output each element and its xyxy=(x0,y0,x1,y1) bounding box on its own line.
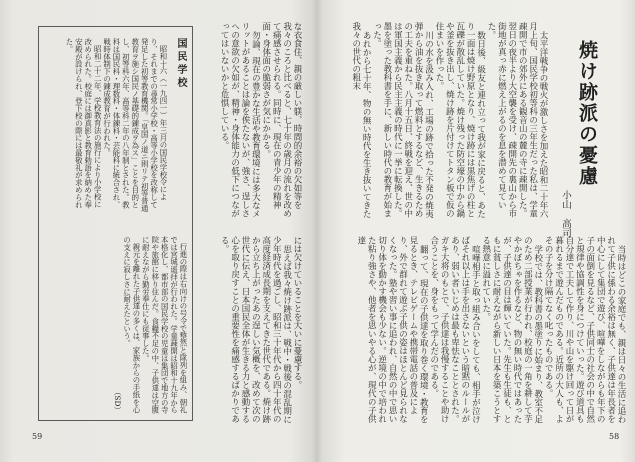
article-author: 小山 高司 xyxy=(560,190,571,238)
body-paragraph: 喧嘩相手と取っ組み合いをしても、相手が泣けばそれ以上は手を出さないという暗黙のルールがあり、弱い者いじめは最も卑怯なこととされた。ガキ大将のもとで、子供達は我慢することや助け合うことを、身をもって学んだのである。 xyxy=(428,236,481,423)
page-number-right: 58 xyxy=(609,432,620,441)
page-number-left: 59 xyxy=(32,432,43,441)
body-paragraph: 勿論、現在の豊かな生活や教育環境には多大なメリットがあることは論を俟たないが、強さ、逞しさへの意欲の欠如が、精神・身体能力の低下につながってはいないかと危惧している。 xyxy=(219,22,261,218)
left-page-lower-text xyxy=(197,236,302,426)
note-paragraph: 行進の際は右向けの号令で整然と隊列を組み、朝礼では宮城遥拝が行われた。学童疎開は昭和十九年から本格化し、都市部の国民学校の児童は集団で地方の寺院や旅館に移り住んだ。食糧不足の中、子供達は空腹に耐えながら勤労奉仕にも従事した。 xyxy=(141,236,188,414)
note-paragraph: 親元を離れた子供達の多くは、家族からの手紙を心の支えに寂しさに耐えたという。 xyxy=(122,236,141,414)
body-paragraph: な衣食住、親の厳しい躾、時間的余裕の欠如等を我々のころと比べると、七十年の歳月の流れを改めて痛感させられる。同時に、現在の青少年の精神面・身体面の脆弱さが気にかかる。 xyxy=(260,22,302,218)
body-paragraph: 太平洋戦争の戦火が激しさを加えた昭和二十年六月上旬、国民学校初等科の三年生だった私は、学童疎開で市の郊外にある観音山の麓の寺に疎開した。翌日の夜半より大空襲を受け、疎開先の裏山から市街地が真っ赤に燃え上がるのを息を潜めて見ていた。 xyxy=(485,22,548,218)
body-paragraph: には欠けていることを大いに憂慮する。 xyxy=(292,236,302,389)
body-paragraph: 数日後、級友と連れ立って我が家に戻ると、あたり一面は焼け野原となり、焼け跡には黒焦げの柱と瓦礫が散乱していた。焼け残った防空壕の中から鍋や釜を抜き出し、焼け跡を片付けてトタン板で仮の住まいを作った。 xyxy=(433,22,486,218)
left-page-upper-text xyxy=(202,22,302,222)
body-paragraph: あれから七十年、物の無い時代を生き抜いてきた我々の世代の粗末 xyxy=(350,22,372,218)
note-box-lower-text xyxy=(44,236,188,414)
right-page-lower-text xyxy=(330,236,626,426)
note-paragraph: 昭和十六（一九四一）年三月の国民学校令により、それまでの尋常小学校・高等小学校を改称して発足した初等教育機関。「皇国ノ道ニ則リテ初等普通教育ヲ施シ国民ノ基礎的錬成ヲ為ス」ことを目的とし、初等科六年、高等科二年の八年制とされた。教科は国民科・理数科・体錬科・芸能科に統合され、戦時体制下の錬成教育が行われた。 xyxy=(102,38,168,212)
body-paragraph: 学校では、教科書の墨塗りに始まり、教室不足のため二部授業が行われ、校庭の一角を耕して芋やかぼちゃを作るなど、物の無い時代ではあったが、子供達の目は輝いていた。先生も生徒も、ともに貧しさに耐えながら新しい日本を築こうとする熱意に溢れていた。 xyxy=(480,236,543,423)
right-page-upper-text xyxy=(330,22,548,222)
note-box-upper-text xyxy=(46,38,168,214)
note-paragraph: 昭和二十二年、学校教育法の施行により小学校に改められた。校庭には御真影と教育勅語を納めた奉安殿が設けられ、登下校の際には最敬礼が求められた。 xyxy=(64,38,103,209)
article-title: 焼け跡派の憂慮 xyxy=(576,40,598,187)
body-paragraph: 当時はどこの家庭でも、親は日々の生活に追われて子供に係わる余裕は無く、子供達は年長者を中心にして集団で遊び、喧嘩をしながらも年下の子の面倒を見るなど、子供同士の社会の中で自然と規律や協調性を身につけていった。遊び道具も自分達で工夫して作り、川や山を駆け回って日が暮れるまで遊んだものである。近所の大人も、よその子を分け隔てなく叱ったものである。 xyxy=(543,236,626,423)
body-paragraph: 思えば我々焼け跡派は、戦中・戦後の混乱期に少年時代を過ごし、昭和三十年代から四十年代の高度経済成長期を支えてきた世代である。焼け跡から立ち上がったあの逞しい気概を、改めて次の世代に伝え、日本国民全体が生きる力と感動する心を取り戻すことの重要性を痛感するばかりである。 xyxy=(219,236,292,423)
note-signature: （SD） xyxy=(113,388,123,414)
body-paragraph: 翻って、現在の子供達を取り巻く環境・教育を見るとき、テレビゲームや携帯電話の普及により、外で群れて遊ぶ子供の姿はほとんど見られなくなった。塾や習い事に追われ、自然の中で思い切り体を動かす機会も少ない。逆境の中で培われた粘り強さや、他者を思いやる心が、現代の子供達 xyxy=(355,236,429,423)
note-box-title: 国民学校 xyxy=(175,38,186,90)
body-paragraph: 川の水を汲み入れ、工場の跡で拾った不発の焼夷弾から油を抜き取って燃料とするなど、生きるための工夫を重ねた。八月十五日、終戦を迎え、世の中は軍国主義から民主主義の時代に一挙に転換した。墨を塗った教科書を手に、新しい時代の教育が始まった。 xyxy=(371,22,434,218)
